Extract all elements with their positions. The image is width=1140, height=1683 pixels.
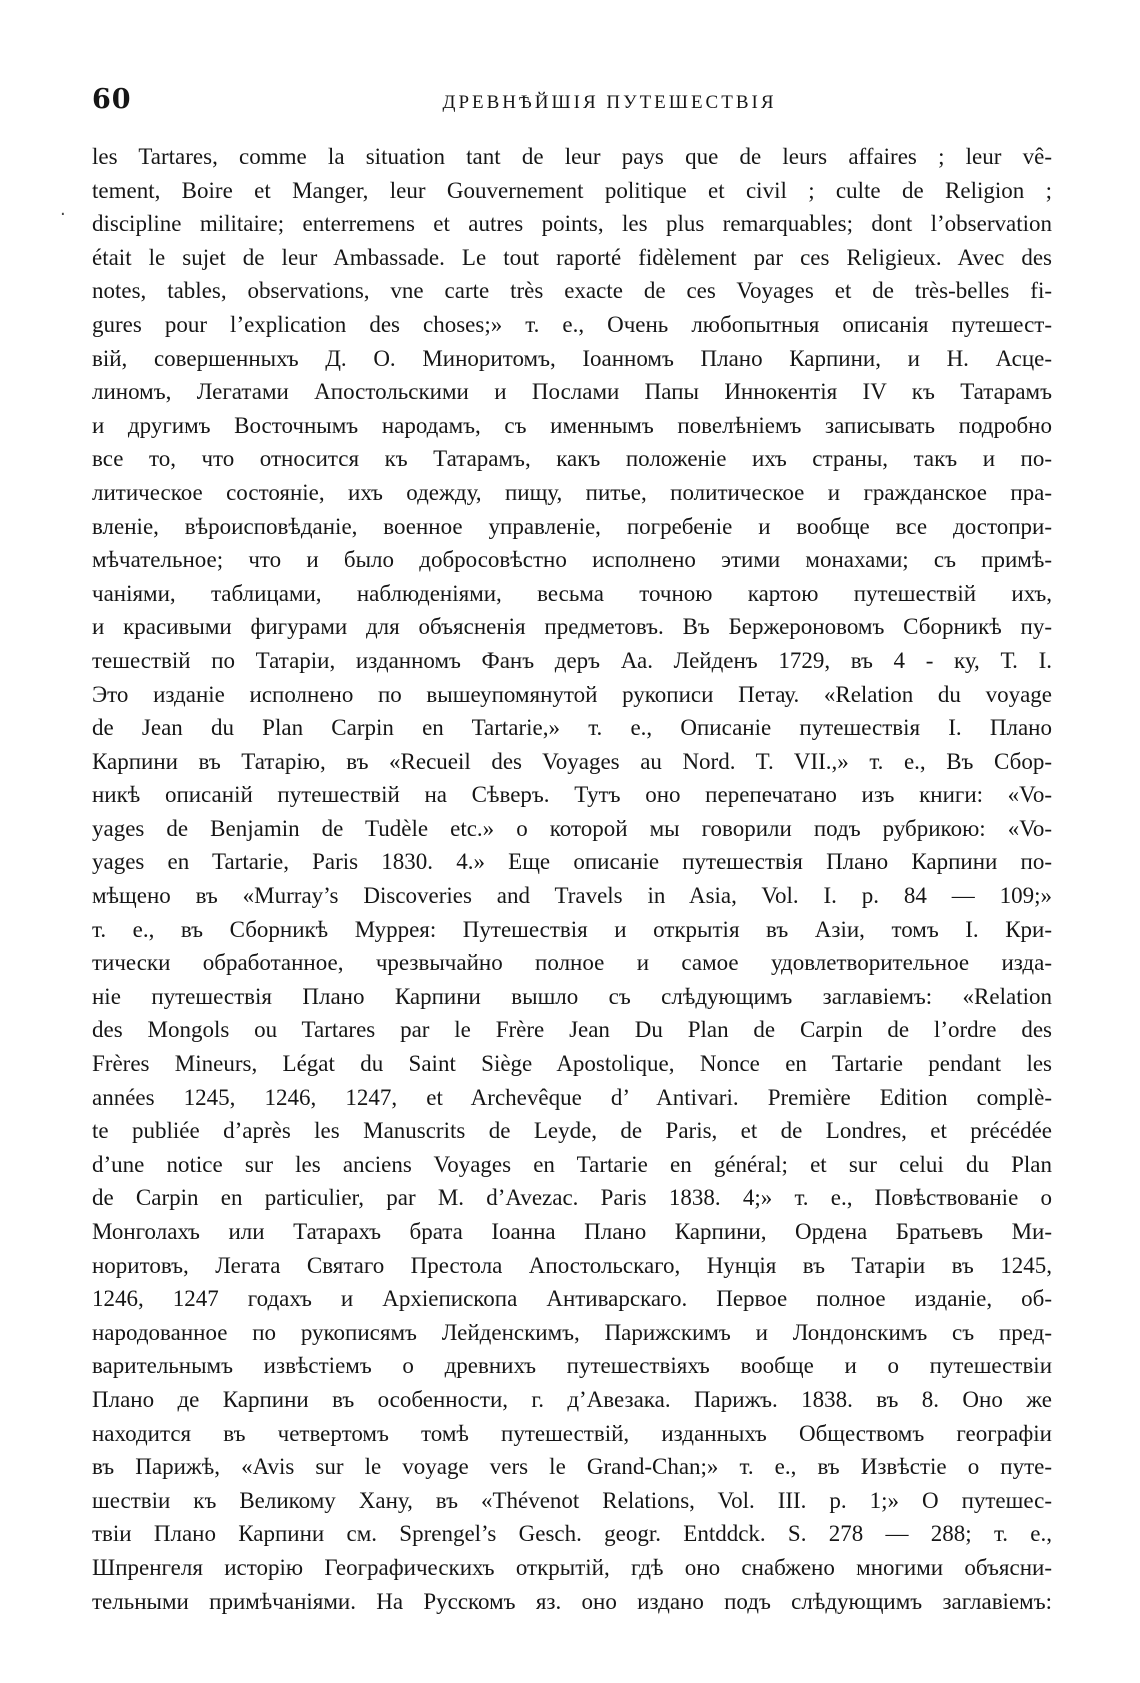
text-line: Frères Mineurs, Légat du Saint Siège Apostolique, Nonce en Tartarie pendant les <box>92 1051 1052 1077</box>
page-number: 60 <box>92 84 132 115</box>
text-line: тешествій по Татаріи, изданномъ Фанъ деръ Аа. Лейденъ 1729, въ 4 - ку, Т. I. <box>92 647 1052 673</box>
text-line: 1246, 1247 годахъ и Архіепископа Антиварскаго. Первое полное изданіе, об- <box>92 1286 1052 1312</box>
text-line: тельными примѣчаніями. На Русскомъ яз. оно издано подъ слѣдующимъ заглавіемъ: <box>92 1588 1052 1614</box>
text-line: народованное по рукописямъ Лейденскимъ, Парижскимъ и Лондонскимъ съ пред- <box>92 1319 1052 1345</box>
text-line: Монголахъ или Татарахъ брата Іоанна Плано Карпини, Ордена Братьевъ Ми- <box>92 1219 1052 1244</box>
text-line: était le sujet de leur Ambassade. Le tout raporté fidèlement par ces Religieux. Avec des <box>92 244 1052 270</box>
text-line: въ Парижѣ, «Avis sur le voyage vers le Grand-Chan;» т. е., въ Извѣстіе о путе- <box>92 1454 1052 1480</box>
text-line: т. е., въ Сборникѣ Муррея: Путешествія и открытія въ Азіи, томъ I. Кри- <box>92 916 1052 942</box>
text-line: yages de Benjamin de Tudèle etc.» о которой мы говорили подъ рубрикою: «Vo- <box>92 815 1052 841</box>
margin-dot-mark: · <box>60 204 66 225</box>
text-line: и другимъ Восточнымъ народамъ, съ именнымъ повелѣніемъ записывать подробно <box>92 412 1052 438</box>
text-line: Плано де Карпини въ особенности, г. д’Авезака. Парижъ. 1838. въ 8. Оно же <box>92 1386 1052 1412</box>
text-line: мѣчательное; что и было добросовѣстно исполнено этими монахами; съ примѣ- <box>92 547 1052 573</box>
text-line: de Jean du Plan Carpin en Tartarie,» т. е., Описаніе путешествія I. Плано <box>92 715 1052 741</box>
text-line: твіи Плано Карпини см. Sprengel’s Gesch. geogr. Entddck. S. 278 — 288; т. е., <box>92 1521 1052 1547</box>
text-line: d’une notice sur les anciens Voyages en Tartarie en général; et sur celui du Plan <box>92 1151 1052 1177</box>
text-line: de Carpin en particulier, par M. d’Avezac. Paris 1838. 4;» т. е., Повѣствованіе о <box>92 1185 1052 1211</box>
text-line: варительнымъ извѣстіемъ о древнихъ путешествіяхъ вообще и о путешествіи <box>92 1353 1052 1379</box>
text-line: les Tartares, comme la situation tant de leur pays que de leurs affaires ; leur vê- <box>92 144 1052 169</box>
text-line: находится въ четвертомъ томѣ путешествій, изданныхъ Обществомъ географіи <box>92 1420 1052 1446</box>
text-line: все то, что относится къ Татарамъ, какъ положеніе ихъ страны, такъ и по- <box>92 446 1052 472</box>
text-line: discipline militaire; enterremens et autres points, les plus remarquables; dont l’observation <box>92 211 1052 237</box>
text-line: des Mongols ou Tartares par le Frère Jean Du Plan de Carpin de l’ordre des <box>92 1017 1052 1043</box>
text-line: yages en Tartarie, Paris 1830. 4.» Еще описаніе путешествія Плано Карпини по- <box>92 849 1052 875</box>
text-line: и красивыми фигурами для объясненія предметовъ. Въ Бержероновомъ Сборникѣ пу- <box>92 614 1052 640</box>
text-line: вленіе, вѣроисповѣданіе, военное управленіе, погребеніе и вообще все достопри- <box>92 513 1052 539</box>
text-line: вій, совершенныхъ Д. О. Миноритомъ, Іоанномъ Плано Карпини, и Н. Асце- <box>92 345 1052 371</box>
text-line: норитовъ, Легата Святаго Престола Апостольскаго, Нунція въ Татаріи въ 1245, <box>92 1252 1052 1278</box>
text-line: литическое состояніе, ихъ одежду, пищу, питье, политическое и гражданское пра- <box>92 479 1052 505</box>
text-line: années 1245, 1246, 1247, et Archevêque d’ Antivari. Première Edition complè- <box>92 1084 1052 1110</box>
page-header <box>92 84 1052 124</box>
text-line: Карпини въ Татарію, въ «Recueil des Voyages au Nord. T. VII.,» т. е., Въ Сбор- <box>92 748 1052 774</box>
body-text <box>92 140 1052 1618</box>
running-title: ДРЕВНѢЙШІЯ ПУТЕШЕСТВІЯ <box>442 92 777 113</box>
text-line: tement, Boire et Manger, leur Gouvernement politique et civil ; culte de Religion ; <box>92 177 1052 203</box>
text-line: тически обработанное, чрезвычайно полное и самое удовлетворительное изда- <box>92 950 1052 976</box>
text-line: gures pour l’explication des choses;» т. е., Очень любопытныя описанія путешест- <box>92 311 1052 337</box>
text-line: te publiée d’après les Manuscrits de Leyde, de Paris, et de Londres, et précédée <box>92 1118 1052 1144</box>
text-line: notes, tables, observations, vne carte très exacte de ces Voyages et de très-belles fi- <box>92 278 1052 304</box>
text-line: шествіи къ Великому Хану, въ «Thévenot Relations, Vol. III. p. 1;» О путешес- <box>92 1487 1052 1513</box>
text-line: линомъ, Легатами Апостольскими и Послами Папы Иннокентія IV къ Татарамъ <box>92 379 1052 405</box>
text-line: мѣщено въ «Murray’s Discoveries and Travels in Asia, Vol. I. p. 84 — 109;» <box>92 883 1052 909</box>
text-line: чаніями, таблицами, наблюденіями, весьма точною картою путешествій ихъ, <box>92 580 1052 606</box>
text-line: ніе путешествія Плано Карпини вышло съ слѣдующимъ заглавіемъ: «Relation <box>92 983 1052 1009</box>
text-line: никѣ описаній путешествій на Сѣверъ. Тутъ оно перепечатано изъ книги: «Vo- <box>92 782 1052 808</box>
text-line: Шпренгеля исторію Географическихъ открытій, гдѣ оно снабжено многими объясни- <box>92 1554 1052 1580</box>
text-line: Это изданіе исполнено по вышеупомянутой рукописи Петау. «Relation du voyage <box>92 681 1052 707</box>
